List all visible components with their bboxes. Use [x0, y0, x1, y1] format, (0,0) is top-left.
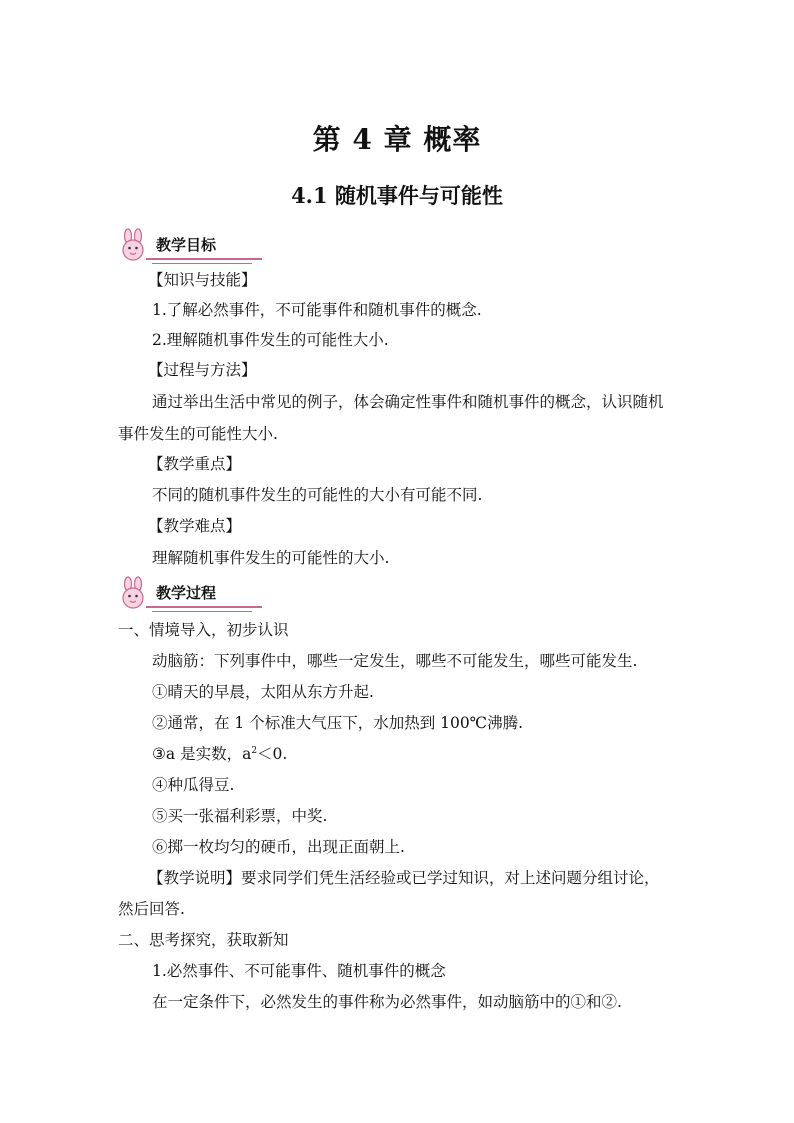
teaching-note-line-1: 【教学说明】要求同学们凭生活经验或已学过知识，对上述问题分组讨论， [148, 869, 660, 887]
event-item-5: ⑤买一张福利彩票，中奖. [152, 807, 328, 825]
badge-underline-thin [152, 263, 252, 264]
event-item-1: ①晴天的早晨，太阳从东方升起. [152, 683, 374, 701]
concept-text: 在一定条件下，必然发生的事件称为必然事件，如动脑筋中的①和②. [152, 993, 622, 1011]
part1-heading: 一、情境导入，初步认识 [118, 621, 289, 639]
teaching-note-line-2: 然后回答. [118, 900, 185, 918]
method-text-line-2: 事件发生的可能性大小. [118, 425, 278, 443]
teaching-goals-label: 教学目标 [156, 236, 217, 254]
brain-teaser: 动脑筋：下列事件中，哪些一定发生，哪些不可能发生，哪些可能发生. [152, 652, 638, 670]
teaching-process-label: 教学过程 [156, 584, 217, 602]
event-item-2: ②通常，在 1 个标准大气压下，水加热到 100℃沸腾. [152, 714, 523, 732]
event-item-6: ⑥掷一枚均匀的硬币，出现正面朝上. [152, 838, 405, 856]
knowledge-item-1: 1.了解必然事件，不可能事件和随机事件的概念. [152, 301, 482, 319]
event-item-3-part-b: ＜0. [257, 745, 288, 763]
badge-underline [146, 606, 262, 608]
chapter-title: 第 4 章 概率 [312, 123, 482, 156]
method-heading: 【过程与方法】 [148, 361, 257, 379]
key-point-text: 不同的随机事件发生的可能性的大小有可能不同. [152, 486, 483, 504]
event-item-4: ④种瓜得豆. [152, 776, 235, 794]
teaching-process-badge [116, 576, 262, 612]
method-text-line-1: 通过举出生活中常见的例子，体会确定性事件和随机事件的概念，认识随机 [152, 393, 664, 411]
difficulty-heading: 【教学难点】 [148, 517, 242, 535]
concept-heading: 1.必然事件、不可能事件、随机事件的概念 [152, 962, 446, 980]
section-title: 4.1 随机事件与可能性 [291, 183, 503, 208]
event-item-3-part-a: ③a 是实数，a [152, 745, 252, 763]
knowledge-heading: 【知识与技能】 [148, 271, 257, 289]
exponent: 2 [251, 746, 258, 756]
badge-underline-thin [152, 611, 252, 612]
event-item-3 [152, 744, 287, 764]
key-point-heading: 【教学重点】 [148, 455, 242, 473]
badge-underline [146, 258, 262, 260]
knowledge-item-2: 2.理解随机事件发生的可能性大小. [152, 331, 389, 349]
difficulty-text: 理解随机事件发生的可能性的大小. [152, 549, 390, 567]
part2-heading: 二、思考探究，获取新知 [118, 931, 289, 949]
teaching-goals-badge [116, 228, 262, 264]
